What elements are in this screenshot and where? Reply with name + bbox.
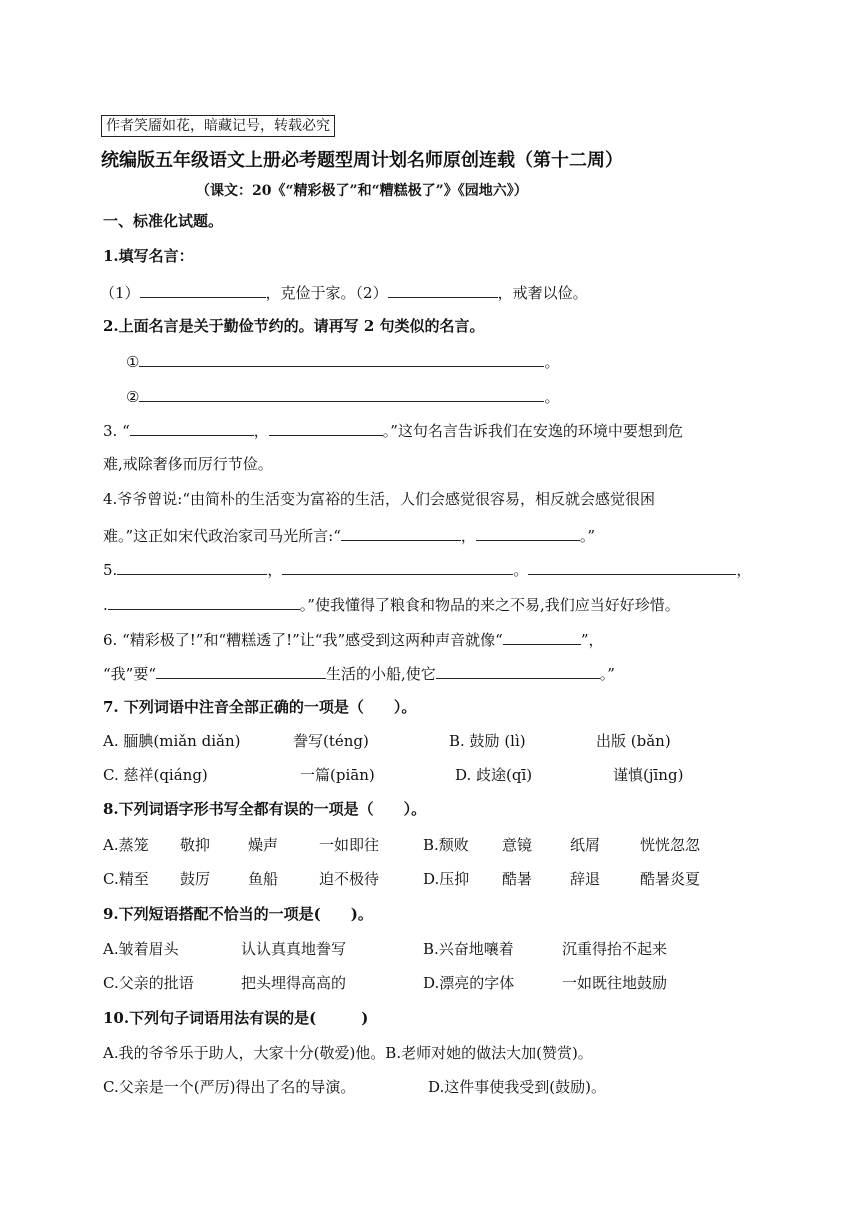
answer-blank[interactable] <box>528 558 736 575</box>
option-c[interactable]: C. 慈祥(qiáng) <box>103 766 208 784</box>
answer-blank[interactable] <box>282 558 513 575</box>
answer-blank[interactable] <box>117 558 267 575</box>
option-b[interactable]: B.兴奋地嚷着 <box>423 940 514 958</box>
copyright-stamp: 作者笑靥如花，暗藏记号，转载必究 <box>101 115 335 137</box>
question-6-line-2: “我”要“ 生活的小船,使它 。” <box>103 662 615 684</box>
option-c[interactable]: C.精至 <box>103 870 149 888</box>
question-5-line-2: . 。”使我懂得了粮食和物品的来之不易,我们应当好好珍惜。 <box>103 593 680 615</box>
answer-blank[interactable] <box>388 281 498 298</box>
option-d[interactable]: D.这件事使我受到(鼓励)。 <box>428 1078 606 1096</box>
option-text: 沉重得抬不起来 <box>562 940 668 958</box>
question-1-heading: 1.填写名言： <box>103 247 194 265</box>
option-d[interactable]: D. 歧途(qī) <box>455 766 533 784</box>
answer-blank[interactable] <box>139 385 544 402</box>
option-d[interactable]: D.压抑 <box>423 870 470 888</box>
option-b[interactable]: B.颓败 <box>423 836 469 854</box>
option-a[interactable]: A.皱着眉头 <box>103 940 179 958</box>
option-text: 一如既往地鼓励 <box>562 974 668 992</box>
option-text: 鱼船 <box>248 870 279 888</box>
section-heading: 一、标准化试题。 <box>103 212 224 230</box>
question-1-line: （1） ，克俭于家。（2） ，戒奢以俭。 <box>100 281 588 303</box>
answer-blank[interactable] <box>108 593 300 610</box>
question-4-line-1: 4.爷爷曾说:“由简朴的生活变为富裕的生活，人们会感觉很容易，相反就会感觉很困 <box>103 490 656 508</box>
option-text: 迫不极待 <box>319 870 380 888</box>
question-10-heading: 10.下列句子词语用法有误的是( ) <box>103 1009 369 1027</box>
answer-blank[interactable] <box>436 662 600 679</box>
option-text: 意镜 <box>502 836 533 854</box>
question-9-heading: 9.下列短语搭配不恰当的一项是( )。 <box>103 905 373 923</box>
question-6-line-1: 6. “精彩极了!”和“糟糕透了!”让“我”感受到这两种声音就像“ ”， <box>103 628 604 650</box>
option-text: 纸屑 <box>570 836 601 854</box>
answer-blank[interactable] <box>476 524 580 541</box>
option-a[interactable]: A. 腼腆(miǎn diǎn) <box>103 732 241 750</box>
option-text: 认认真真地誊写 <box>241 940 347 958</box>
option-text: 一篇(piān) <box>300 766 375 784</box>
answer-blank[interactable] <box>269 419 383 436</box>
page-subtitle: （课文：20《“精彩极了”和“糟糕极了”》《园地六》） <box>196 183 528 199</box>
question-4-line-2: 难。”这正如宋代政治家司马光所言:“ ， 。” <box>103 524 595 546</box>
option-text: 谨慎(jīng) <box>613 766 684 784</box>
question-8-heading: 8.下列词语字形书写全都有误的一项是（ ）。 <box>103 800 427 818</box>
answer-blank[interactable] <box>503 628 581 645</box>
option-text: 酷暑 <box>502 870 533 888</box>
option-text: 一如即往 <box>319 836 380 854</box>
answer-blank[interactable] <box>139 350 544 367</box>
answer-blank[interactable] <box>341 524 461 541</box>
option-text: 把头埋得高高的 <box>241 974 347 992</box>
option-text: 辞退 <box>570 870 601 888</box>
option-c[interactable]: C.父亲是一个(严厉)得出了名的导演。 <box>103 1078 356 1096</box>
question-3-line-1: 3. “ ， 。”这句名言告诉我们在安逸的环境中要想到危 <box>103 419 683 441</box>
option-text: 誊写(téng) <box>293 732 369 750</box>
page-title: 统编版五年级语文上册必考题型周计划名师原创连载（第十二周） <box>101 150 623 171</box>
question-5-line-1: 5. ， 。 ， <box>103 558 751 580</box>
option-text: 燥声 <box>248 836 279 854</box>
option-text: 酷暑炎夏 <box>640 870 701 888</box>
question-2-line-2: ② 。 <box>126 385 559 407</box>
answer-blank[interactable] <box>130 419 254 436</box>
option-text: 出版 (bǎn) <box>596 732 671 750</box>
question-7-heading: 7. 下列词语中注音全部正确的一项是（ ）。 <box>103 698 417 716</box>
option-c[interactable]: C.父亲的批语 <box>103 974 194 992</box>
option-d[interactable]: D.漂亮的字体 <box>423 974 515 992</box>
question-2-line-1: ① 。 <box>126 350 559 372</box>
option-text: 敬抑 <box>180 836 211 854</box>
option-b[interactable]: B. 鼓励 (lì) <box>449 732 526 750</box>
option-text: 鼓厉 <box>180 870 211 888</box>
question-3-line-2: 难,戒除奢侈而厉行节俭。 <box>103 455 273 473</box>
question-10-line-1: A.我的爷爷乐于助人，大家十分(敬爱)他。B.老师对她的做法大加(赞赏)。 <box>103 1044 593 1062</box>
question-2-heading: 2.上面名言是关于勤俭节约的。请再写 2 句类似的名言。 <box>103 317 485 335</box>
option-text: 恍恍忽忽 <box>640 836 701 854</box>
answer-blank[interactable] <box>156 662 326 679</box>
option-a[interactable]: A.蒸笼 <box>103 836 149 854</box>
answer-blank[interactable] <box>140 281 266 298</box>
